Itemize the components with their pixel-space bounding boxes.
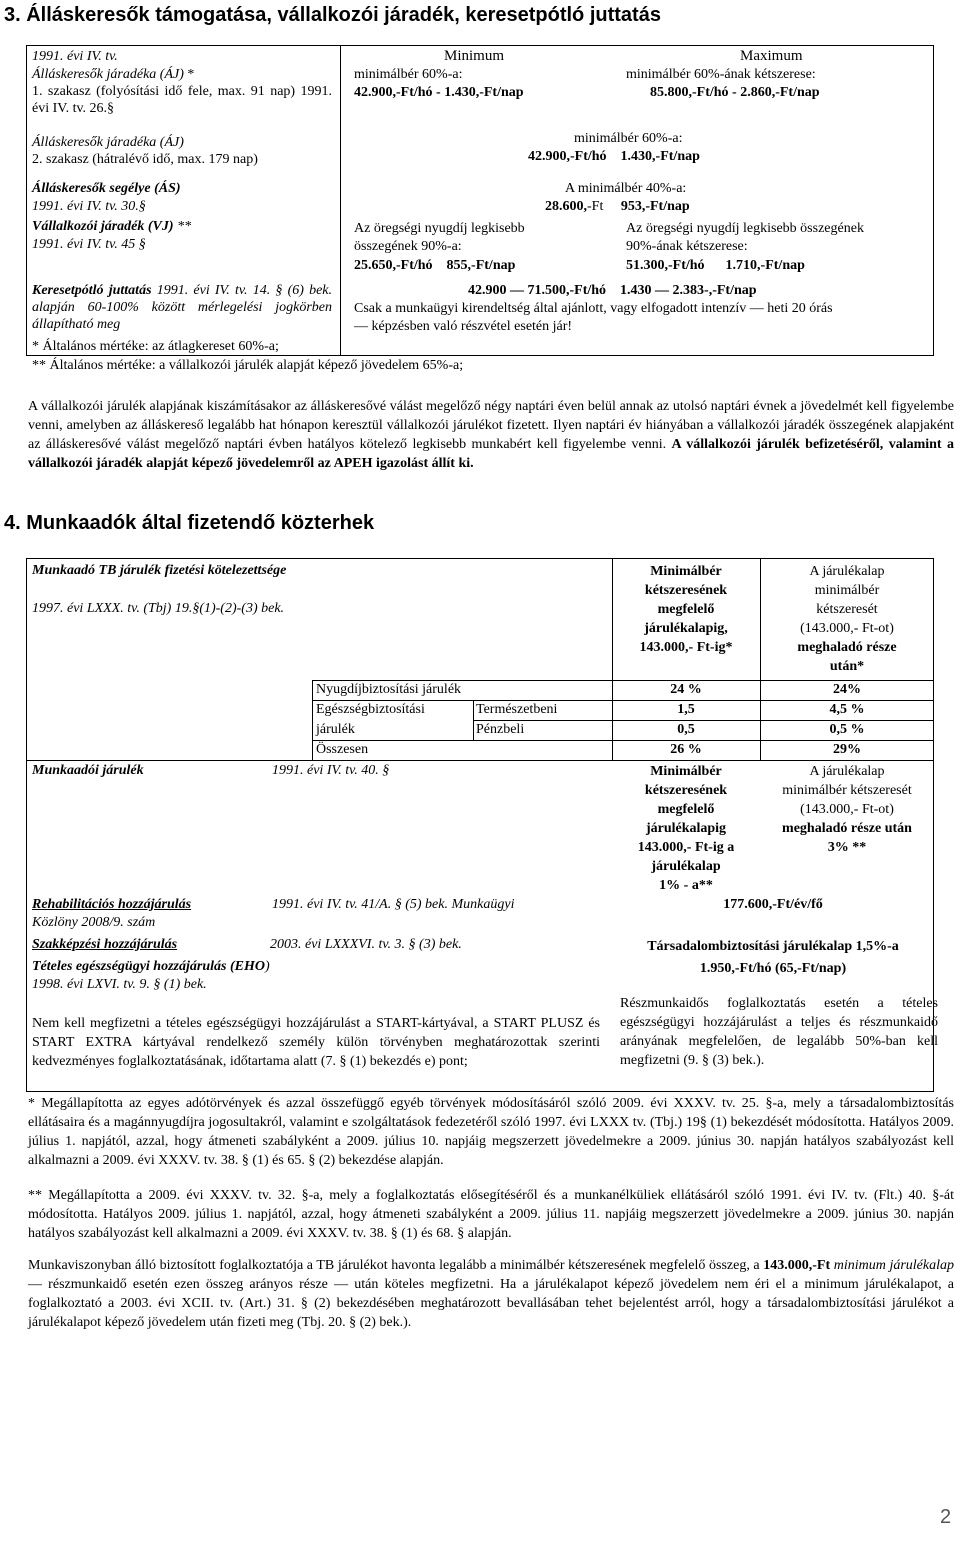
row-vj-min-line3: 25.650,-Ft/hó 855,-Ft/nap [354, 258, 516, 273]
eho-part-time-note: Részmunkaidős foglalkoztatás esetén a tételes egészségügyi hozzájárulást a teljes és részmunkaidő arányának megfelelően, de legalább 50%-ban kell megfizetni (9. § (3) bek.). [620, 996, 938, 1068]
rh-law: 1991. évi IV. tv. 41/A. § (5) bek. Munkaügyi [272, 897, 515, 912]
tb-row-pension-b: 24% [833, 682, 861, 697]
section-4-heading: 4. Munkaadók által fizetendő közterhek [4, 512, 375, 534]
contribution-paragraph: A vállalkozói járulék alapjának kiszámításakor az álláskeresővé válást megelőző négy naptári éven belül annak az utolsó naptári évnek a jövedelmét kell figyelembe venni, amelyben az álláskereső legalább hat hónapon keresztül vállalkozói járulékot fizetett. Ilyen naptári év hiányában a vállalkozói járadék összegének alapjaként az álláskeresővé válást megelőző naptári évben hatályos kötelező legkisebb munkabért kell figyelembe venni. A vállalkozói járulék befizetéséről, valamint a vállalkozói járadék alapját képező jövedelemről az APEH igazolást állít ki. [28, 399, 954, 471]
tb-row-total-label: Összesen [316, 742, 369, 757]
tb-law: 1997. évi LXXX. tv. (Tbj) 19.§(1)-(2)-(3) bek. [32, 601, 285, 616]
tb-row-health-b1: 4,5 % [829, 702, 865, 717]
row-aj2-value-line2: 42.900,-Ft/hó 1.430,-Ft/nap [528, 149, 700, 164]
row-aj2-label: Álláskeresők járadéka (ÁJ) [32, 135, 184, 150]
row-aj1-max-line1: minimálbér 60%-ának kétszerese: [626, 67, 816, 82]
eho-exemption-note: Nem kell megfizetni a tételes egészségügyi hozzájárulást a START-kártyával, a START PLUSZ és START EXTRA kártyával rendelkező személy külön törvényben meghatározottak szerinti kedvezményes foglalkoztatásának, időtartama alatt (7. § (1) bekezdés e) pont; [32, 1016, 600, 1069]
mj-col-a-line-2: kétszeresének [644, 783, 728, 798]
mj-col-a-line-3: megfelelő [657, 802, 715, 817]
tb-label: Munkaadó TB járulék fizetési kötelezettsége [32, 563, 287, 578]
row-aj2-law: 2. szakasz (hátralévő idő, max. 179 nap) [32, 152, 258, 167]
eho-label: Tételes egészségügyi hozzájárulás (EHO) [32, 959, 270, 974]
row-aj1-label: Álláskeresők járadéka (ÁJ) * [32, 67, 195, 82]
support-header-law: 1991. évi IV. tv. [32, 49, 118, 64]
rh-law-2: Közlöny 2008/9. szám [32, 915, 156, 930]
row-vj-max-line2: 90%-ának kétszerese: [626, 239, 748, 254]
tb-col-b-line-2: minimálbér [814, 583, 880, 598]
row-kp-value-line1: 42.900 — 71.500,-Ft/hó 1.430 — 2.383-,-Ft/nap [468, 283, 757, 298]
mj-col-b-line-3: (143.000,- Ft-ot) [800, 802, 894, 817]
row-kp-label: Keresetpótló juttatás 1991. évi IV. tv. 14. § (6) bek. alapján 60-100% között mérlegelési jogkörben állapítható meg [32, 283, 333, 332]
tb-row-health-a1: 1,5 [677, 702, 695, 717]
tb-col-a-line-1: Minimálbér [650, 564, 722, 579]
tb-row-pension-a: 24 % [670, 682, 702, 697]
tb-row-health-label-2: járulék [316, 722, 355, 737]
tb-col-b-line-4: (143.000,- Ft-ot) [800, 621, 894, 636]
rh-value: 177.600,-Ft/év/fő [723, 897, 823, 912]
tb-row-health-label-1: Egészségbiztosítási [316, 702, 425, 717]
mj-col-b-line-2: minimálbér kétszeresét [782, 783, 912, 798]
szh-value: Társadalombiztosítási járulékalap 1,5%-a [647, 939, 899, 954]
mj-col-b-line-4: meghaladó része után [782, 821, 912, 836]
row-as-value-line1: A minimálbér 40%-a: [565, 181, 687, 196]
mj-col-a-line-6: járulékalap [651, 859, 721, 874]
tb-row-pension-label: Nyugdíjbiztosítási járulék [316, 682, 462, 697]
footnote-tb: * Megállapította az egyes adótörvények és azzal összefüggő egyéb törvények módosításáról szóló 2009. évi XXXV. tv. 25. §-a, mely a társadalombiztosítás ellátásaira és a magánnyugdíjra jogosultakról, valamint e szolgáltatások fedezetéről szóló 1997. évi LXXX tv. (Tbj.) 19§ (1) bekezdését módosította. Hatályos 2009. július 1. napjától, azzal, hogy átmeneti szabályként a 2009. július 10. napjáig megszerzett jövedelmekre a 2009. június 30. napján hatályos szabályozást kell alkalmazni a 2009. évi XXXV. tv. 38. § (1) és 65. § (2) bekezdése alapján. [28, 1096, 954, 1168]
tb-grid-left [312, 680, 313, 760]
rh-label: Rehabilitációs hozzájárulás [32, 897, 192, 912]
tb-col-a-line-4: járulékalapig, [644, 621, 728, 636]
tb-col-b-line-3: kétszeresét [816, 602, 878, 617]
mj-col-a-line-5: 143.000,- Ft-ig a [637, 840, 735, 855]
tb-grid-h5 [26, 760, 934, 761]
section-3-heading: 3. Álláskeresők támogatása, vállalkozói járadék, keresetpótló juttatás [4, 4, 661, 26]
tb-row-health-b2: 0,5 % [829, 722, 865, 737]
tb-row-total-a: 26 % [670, 742, 702, 757]
tb-col-a-line-2: kétszeresének [644, 583, 728, 598]
tb-row-health-sub-2: Pénzbeli [476, 722, 525, 737]
tb-col-a-line-3: megfelelő [657, 602, 715, 617]
tb-col-b-line-1: A járulékalap [809, 564, 885, 579]
tb-col-b-line-5: meghaladó része [797, 640, 897, 655]
eho-value: 1.950,-Ft/hó (65,-Ft/nap) [699, 961, 847, 976]
row-vj-min-line2: összegének 90%-a: [354, 239, 462, 254]
row-kp-value-line2: Csak a munkaügyi kirendeltség által ajánlott, vagy elfogadott intenzív — heti 20 órás [354, 301, 833, 316]
eho-law: 1998. évi LXVI. tv. 9. § (1) bek. [32, 977, 207, 992]
mj-law: 1991. évi IV. tv. 40. § [272, 763, 390, 778]
szh-label: Szakképzési hozzájárulás [32, 937, 178, 952]
mj-col-a-line-7: 1% - a** [659, 878, 713, 893]
support-header-maximum: Maximum [740, 48, 803, 64]
footnote-mj: ** Megállapította a 2009. évi XXXV. tv. 32. §-a, mely a foglalkoztatás elősegítéséről és a munkanélküliek ellátásáról szóló 1991. évi IV. tv. (Flt.) 40. §-át módosította. Hatályos 2009. július 1. napjától, azzal, hogy átmeneti szabályként a 2009. július 11. napjáig megszerzett jövedelmekre a 2009. június 30. napján hatályos szabályozást kell alkalmazni a 2009. évi XXXV. tv. 38. § (1) és 68. § alapján. [28, 1188, 954, 1241]
row-vj-label: Vállalkozói járadék (VJ) ** [32, 219, 192, 234]
row-kp-value-line3: — képzésben való részvétel esetén jár! [354, 319, 573, 334]
row-as-law: 1991. évi IV. tv. 30.§ [32, 199, 146, 214]
mj-col-a-line-1: Minimálbér [650, 764, 722, 779]
tb-row-total-b: 29% [833, 742, 861, 757]
tb-col-b-line-6: után* [829, 659, 865, 674]
minimum-base-paragraph: Munkaviszonyban álló biztosított foglalkoztatója a TB járulékot havonta legalább a minimálbér kétszeresének megfelelő összeg, a 143.000,-Ft minimum járulékalap — részmunkaidő esetén ezen összeg arányos része — után köteles megfizetni. Ha a járulékalapot képező jövedelem nem éri el a minimum járulékalapot, a foglalkoztató a 2003. évi XCII. tv. (Art.) 31. § (2) bekezdésében meghatározott bevallásában tehet bejelentést arról, hogy a társadalombiztosítási járulékot a járulékalapot képező jövedelem után fizeti meg (Tbj. 20. § (2) bek.). [28, 1258, 954, 1330]
mj-label: Munkaadói járulék [32, 763, 144, 778]
row-as-label: Álláskeresők segélye (ÁS) [32, 181, 181, 196]
row-vj-max-line3: 51.300,-Ft/hó 1.710,-Ft/nap [626, 258, 805, 273]
row-as-value-line2: 28.600,-Ft 953,-Ft/nap [545, 199, 690, 214]
szh-law: 2003. évi LXXXVI. tv. 3. § (3) bek. [270, 937, 462, 952]
tb-col-b-header [760, 562, 934, 676]
row-vj-law: 1991. évi IV. tv. 45 § [32, 237, 146, 252]
row-aj1-min-line2: 42.900,-Ft/hó - 1.430,-Ft/nap [354, 85, 524, 100]
row-vj-min-line1: Az öregségi nyugdíj legkisebb [354, 221, 525, 236]
mj-col-b-line-1: A járulékalap [809, 764, 885, 779]
support-header-minimum: Minimum [444, 48, 505, 64]
row-aj1-max-line2: 85.800,-Ft/hó - 2.860,-Ft/nap [650, 85, 820, 100]
tb-col-a-header [612, 562, 760, 657]
mj-col-a [612, 762, 760, 895]
row-vj-max-line1: Az öregségi nyugdíj legkisebb összegének [626, 221, 864, 236]
footnote-1: * Általános mértéke: az átlagkereset 60%-a; [32, 339, 279, 354]
row-aj2-value-line1: minimálbér 60%-a: [574, 131, 683, 146]
mj-col-a-line-4: járulékalapig [645, 821, 727, 836]
page-number: 2 [940, 1506, 952, 1528]
footnote-2: ** Általános mértéke: a vállalkozói járulék alapját képező jövedelem 65%-a; [32, 358, 464, 373]
mj-col-b [760, 762, 934, 857]
tb-row-health-sub-1: Természetbeni [476, 702, 558, 717]
row-aj1-law: 1. szakasz (folyósítási idő fele, max. 91 nap) 1991. évi IV. tv. 26.§ [32, 84, 332, 116]
tb-col-a-line-5: 143.000,- Ft-ig* [639, 640, 733, 655]
mj-col-b-line-5: 3% ** [827, 840, 867, 855]
support-table-divider [340, 45, 341, 356]
row-aj1-min-line1: minimálbér 60%-a: [354, 67, 463, 82]
tb-row-health-a2: 0,5 [677, 722, 695, 737]
